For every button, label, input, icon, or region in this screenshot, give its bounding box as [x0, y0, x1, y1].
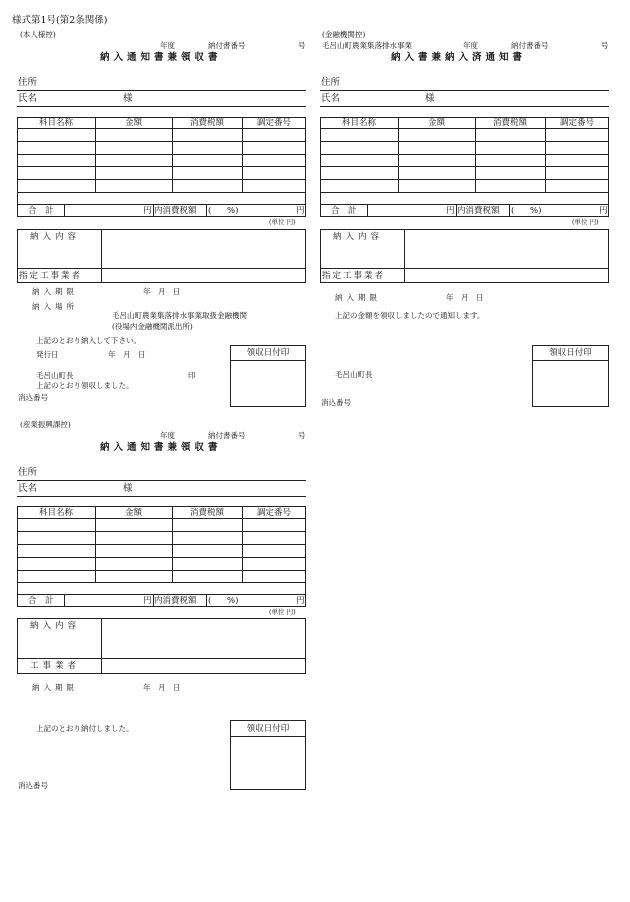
due-date-label: 納入期限 [32, 683, 78, 692]
header-amount: 金額 [427, 118, 445, 128]
slip-title: 納入書兼納入済通知書 [391, 52, 527, 63]
inner-tax-label: 内消費税額 [154, 206, 197, 216]
header-assessment-no: 調定番号 [256, 508, 291, 518]
due-date-value: 年 月 日 [446, 293, 484, 302]
header-assessment-no: 調定番号 [559, 118, 594, 128]
header-item-name: 科目名称 [341, 118, 376, 128]
fiscal-year-label: 年度 [160, 431, 175, 440]
received-text: 上記のとおり領収しました。 [36, 381, 134, 390]
header-tax: 消費税額 [189, 118, 224, 128]
tax-rate-open: ( [208, 206, 212, 216]
slip-number-label: 納付書番号 [208, 431, 246, 440]
inner-tax-label: 内消費税額 [154, 596, 197, 606]
items-table [17, 117, 306, 217]
header-amount: 金額 [124, 508, 142, 518]
issue-date-value: 年 月 日 [108, 350, 146, 359]
slip-number-label: 納付書番号 [208, 41, 246, 50]
address-label: 住所 [18, 467, 38, 478]
header-amount: 金額 [124, 118, 142, 128]
receipt-stamp-label: 領収日付印 [246, 348, 290, 358]
business-name: 毛呂山町農業集落排水事業 [322, 41, 412, 50]
due-date-label: 納入期限 [32, 287, 78, 296]
honorific: 様 [123, 483, 133, 494]
payment-request: 上記のとおり納入して下さい。 [36, 336, 141, 345]
total-label: 合 計 [331, 206, 357, 216]
address-label: 住所 [18, 77, 38, 88]
content-label: 納入内容 [30, 232, 81, 242]
tax-rate-pct: %) [227, 206, 239, 216]
slip-title: 納入通知書兼領収書 [100, 442, 222, 453]
payment-place-label: 納入場所 [32, 302, 78, 311]
content-label: 納入内容 [333, 232, 384, 242]
receipt-stamp-label: 領収日付印 [246, 724, 290, 734]
mayor-label: 毛呂山町長 [335, 370, 373, 379]
name-label: 氏名 [18, 93, 38, 104]
contractor-label: 工事業者 [30, 661, 81, 671]
issue-date-label: 発行日 [36, 350, 59, 359]
name-label: 氏名 [321, 93, 341, 104]
total-label: 合 計 [28, 206, 54, 216]
slip-title: 納入通知書兼領収書 [100, 52, 222, 63]
form-number: 様式第1号(第2条関係) [12, 15, 108, 26]
copy-label: (金融機関控) [322, 30, 366, 39]
fiscal-year-label: 年度 [160, 41, 175, 50]
copy-label: (本人様控) [20, 30, 56, 39]
contractor-label: 指定工事業者 [322, 271, 386, 281]
tax-yen: 円 [296, 206, 305, 216]
content-label: 納入内容 [30, 621, 81, 631]
due-date-value: 年 月 日 [143, 683, 181, 692]
honorific: 様 [123, 93, 133, 104]
header-assessment-no: 調定番号 [256, 118, 291, 128]
due-date-value: 年 月 日 [143, 287, 181, 296]
number-suffix: 号 [298, 41, 306, 50]
mayor-label: 毛呂山町長 [36, 371, 74, 380]
total-label: 合 計 [28, 596, 54, 606]
header-tax: 消費税額 [189, 508, 224, 518]
unit-label: (単位 円) [572, 218, 599, 226]
tax-yen: 円 [296, 596, 305, 606]
total-yen: 円 [143, 206, 152, 216]
header-item-name: 科目名称 [38, 508, 73, 518]
tax-rate-open: ( [208, 596, 212, 606]
payment-place-line2: (役場内金融機関派出所) [112, 322, 193, 331]
contractor-label: 指定工事業者 [19, 271, 83, 281]
items-table [320, 117, 609, 217]
notice-text: 上記の金額を領収しましたので通知します。 [335, 311, 485, 320]
cancel-number-label: 消込番号 [18, 393, 48, 402]
honorific: 様 [425, 93, 435, 104]
header-item-name: 科目名称 [38, 118, 73, 128]
header-tax: 消費税額 [492, 118, 527, 128]
receipt-stamp-label: 領収日付印 [549, 348, 592, 358]
inner-tax-label: 内消費税額 [457, 206, 500, 216]
unit-label: (単位 円) [269, 218, 296, 226]
cancel-number-label: 消込番号 [18, 781, 48, 790]
number-suffix: 号 [601, 41, 609, 50]
payment-place-line1: 毛呂山町農業集落排水事業取扱金融機関 [112, 311, 247, 320]
tax-rate-open: ( [511, 206, 515, 216]
copy-label: (産業振興課控) [20, 420, 71, 429]
number-suffix: 号 [298, 431, 306, 440]
name-label: 氏名 [18, 483, 38, 494]
total-yen: 円 [143, 596, 152, 606]
paid-text: 上記のとおり納付しました。 [36, 724, 134, 733]
seal-mark: 印 [188, 371, 196, 380]
tax-yen: 円 [599, 206, 608, 216]
total-yen: 円 [446, 206, 455, 216]
fiscal-year-label: 年度 [463, 41, 478, 50]
unit-label: (単位 円) [269, 608, 296, 616]
cancel-number-label: 消込番号 [321, 398, 351, 407]
address-label: 住所 [321, 77, 341, 88]
due-date-label: 納入期限 [335, 293, 381, 302]
slip-number-label: 納付書番号 [511, 41, 549, 50]
tax-rate-pct: %) [530, 206, 542, 216]
tax-rate-pct: %) [227, 596, 239, 606]
